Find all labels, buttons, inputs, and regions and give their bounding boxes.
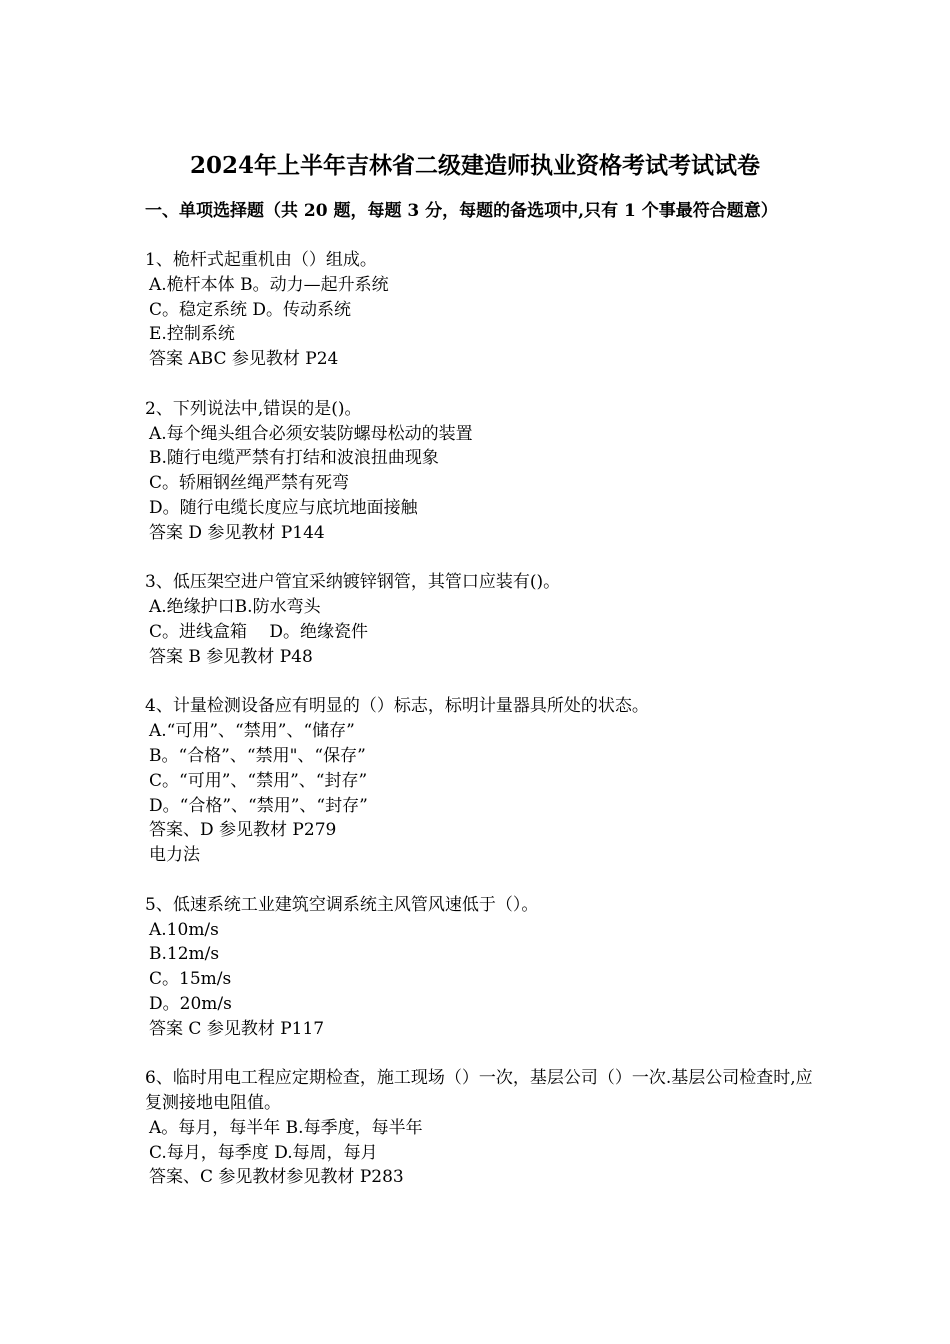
answer-line: 答案 C 参见教材 P117 [149, 1018, 325, 1039]
option-line: C。稳定系统 D。传动系统 [149, 299, 352, 320]
question-stem: 4、计量检测设备应有明显的（）标志，标明计量器具所处的状态。 [145, 696, 649, 717]
option-line: A.每个绳头组合必须安装防螺母松动的装置 [149, 423, 473, 444]
answer-line: 答案、C 参见教材参见教材 P283 [149, 1167, 404, 1188]
option-line: C。15m/s [149, 969, 232, 990]
option-line: A.桅杆本体 B。动力—起升系统 [149, 274, 389, 295]
option-line: A.10m/s [149, 919, 219, 940]
option-line: B.12m/s [149, 944, 220, 965]
answer-line: 答案 ABC 参见教材 P24 [149, 349, 339, 370]
question-2 [145, 397, 815, 546]
option-line: A.“可用”、“禁用”、“储存” [149, 721, 355, 742]
option-line: A.绝缘护口B.防水弯头 [149, 597, 321, 618]
question-3 [145, 570, 815, 669]
option-line: E.控制系统 [149, 324, 235, 345]
option-line: D。随行电缆长度应与底坑地面接触 [149, 497, 418, 518]
question-stem: 2、下列说法中,错误的是()。 [145, 398, 362, 419]
answer-line: 答案 D 参见教材 P144 [149, 522, 325, 543]
answer-line: 答案 B 参见教材 P48 [149, 646, 313, 667]
question-stem: 3、低压架空进户管宜采纳镀锌钢管，其管口应装有()。 [145, 572, 561, 593]
option-line: D。“合格”、“禁用”、“封存” [149, 795, 368, 816]
question-stem: 5、低速系统工业建筑空调系统主风管风速低于（）。 [145, 894, 539, 915]
option-line: A。每月，每半年 B.每季度，每半年 [149, 1117, 423, 1138]
question-list [145, 248, 815, 1215]
option-line: C。“可用”、“禁用”、“封存” [149, 770, 368, 791]
option-line: 电力法 [149, 845, 200, 866]
option-line: D。20m/s [149, 993, 232, 1014]
answer-line: 答案、D 参见教材 P279 [149, 820, 337, 841]
option-line: B.随行电缆严禁有打结和波浪扭曲现象 [149, 448, 439, 469]
question-stem: 1、桅杆式起重机由（）组成。 [145, 250, 377, 270]
document-title: 2024年上半年吉林省二级建造师执业资格考试考试试卷 [189, 152, 760, 179]
question-6 [145, 1066, 815, 1190]
question-stem: 6、临时用电工程应定期检查，施工现场（）一次，基层公司（）一次.基层公司检查时,应复测接地电阻值。 [145, 1068, 813, 1114]
question-5 [145, 893, 815, 1042]
option-line: C.每月，每季度 D.每周，每月 [149, 1142, 378, 1163]
section-heading: 一、单项选择题（共 20 题，每题 3 分，每题的备选项中,只有 1 个事最符合题意） [145, 201, 778, 221]
option-line: C。轿厢钢丝绳严禁有死弯 [149, 473, 350, 494]
option-line: B。“合格”、“禁用"、“保存” [149, 745, 366, 766]
question-4 [145, 694, 815, 868]
option-line: C。进线盒箱 D。绝缘瓷件 [149, 621, 369, 642]
question-1 [145, 248, 815, 372]
